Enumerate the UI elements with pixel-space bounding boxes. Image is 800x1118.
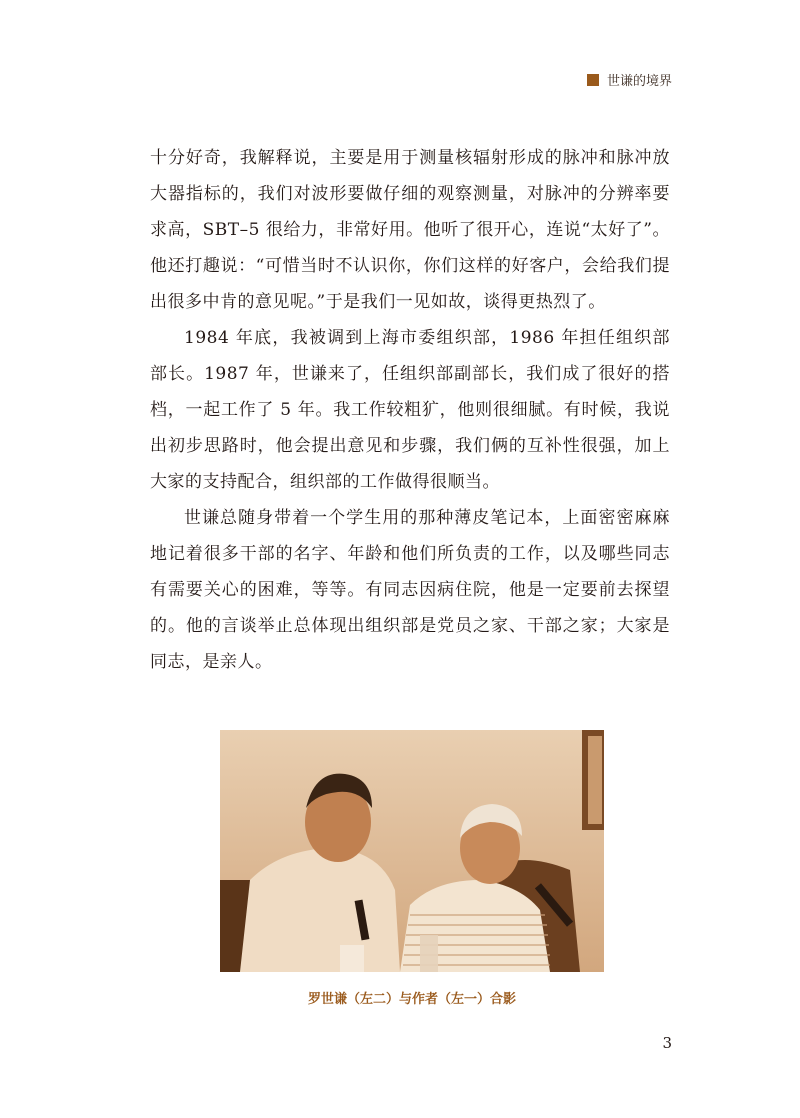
photo-caption: 罗世谦（左二）与作者（左一）合影 <box>307 992 516 1007</box>
header-square-icon <box>587 74 599 86</box>
paragraph-3: 世谦总随身带着一个学生用的那种薄皮笔记本，上面密密麻麻地记着很多干部的名字、年龄和他们所负责的工作，以及哪些同志有需要关心的困难，等等。有同志因病住院，他是一定要前去探望的。他的言谈举止总体现出组织部是党员之家、干部之家；大家是同志，是亲人。 <box>150 508 670 672</box>
page-number: 3 <box>662 1034 672 1052</box>
paragraph-2: 1984 年底，我被调到上海市委组织部，1986 年担任组织部部长。1987 年，世谦来了，任组织部副部长，我们成了很好的搭档，一起工作了 5 年。我工作较粗犷，他则很细腻。有时候，我说出初步思路时，他会提出意见和步骤，我们俩的互补性很强，加上大家的支持配合，组织部的工作做得很顺当。 <box>150 328 670 492</box>
running-header-title: 世谦的境界 <box>606 74 672 89</box>
running-header <box>587 70 672 89</box>
paragraph-1: 十分好奇，我解释说，主要是用于测量核辐射形成的脉冲和脉冲放大器指标的，我们对波形要做仔细的观察测量，对脉冲的分辨率要求高，SBT–5 很给力，非常好用。他听了很开心，连说“太好了”。他还打趣说：“可惜当时不认识你，你们这样的好客户，会给我们提出很多中肯的意见呢。”于是我们一见如故，谈得更热烈了。 <box>150 148 670 312</box>
body-text <box>150 140 670 680</box>
photo <box>220 730 604 972</box>
photo-illustration <box>220 730 604 972</box>
